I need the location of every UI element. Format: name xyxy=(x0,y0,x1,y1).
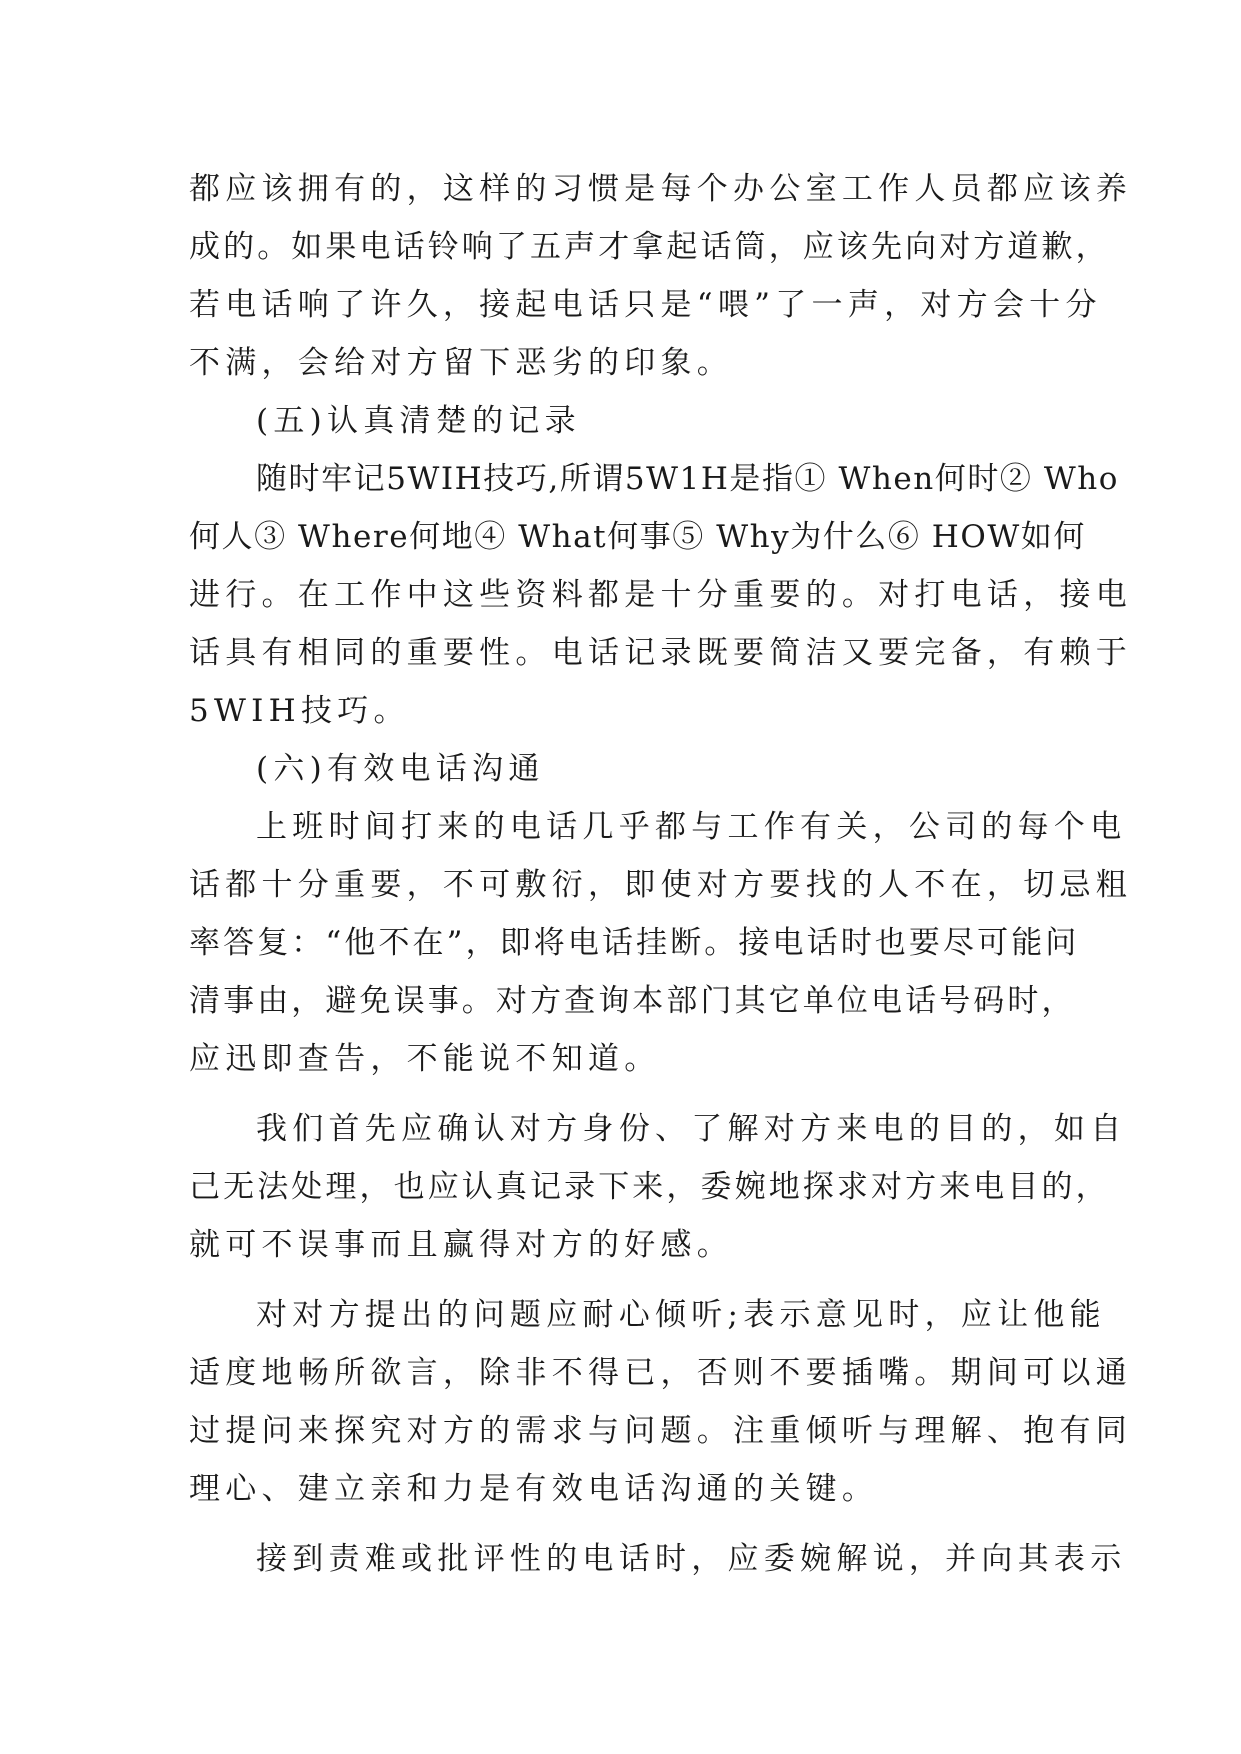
paragraph-line: 何人③ Where何地④ What何事⑤ Why为什么⑥ HOW如何 xyxy=(189,519,1086,555)
paragraph-line: 适度地畅所欲言，除非不得已，否则不要插嘴。期间可以通 xyxy=(189,1355,1133,1391)
section-heading: (五)认真清楚的记录 xyxy=(256,403,581,439)
paragraph-line: 应迅即查告，不能说不知道。 xyxy=(189,1041,661,1077)
paragraph-line: 过提问来探究对方的需求与问题。注重倾听与理解、抱有同 xyxy=(189,1413,1133,1449)
paragraph-line: 随时牢记5WIH技巧,所谓5W1H是指① When何时② Who xyxy=(256,461,1119,497)
paragraph-line: 5WIH技巧。 xyxy=(189,693,410,729)
paragraph-line: 成的。如果电话铃响了五声才拿起话筒，应该先向对方道歉， xyxy=(189,229,1110,265)
paragraph-line: 清事由，避免误事。对方查询本部门其它单位电话号码时， xyxy=(189,983,1076,1019)
section-heading: (六)有效电话沟通 xyxy=(256,751,545,787)
paragraph-line: 接到责难或批评性的电话时，应委婉解说，并向其表示 xyxy=(256,1541,1127,1577)
paragraph-line: 话都十分重要，不可敷衍，即使对方要找的人不在，切忌粗 xyxy=(189,867,1133,903)
paragraph-line: 都应该拥有的，这样的习惯是每个办公室工作人员都应该养 xyxy=(189,171,1133,207)
paragraph-line: 上班时间打来的电话几乎都与工作有关，公司的每个电 xyxy=(256,809,1127,845)
paragraph-line: 率答复：“他不在”，即将电话挂断。接电话时也要尽可能问 xyxy=(189,925,1080,961)
paragraph-line: 若电话响了许久，接起电话只是“喂”了一声，对方会十分 xyxy=(189,287,1102,323)
paragraph-line: 对对方提出的问题应耐心倾听;表示意见时，应让他能 xyxy=(256,1297,1106,1333)
paragraph-line: 就可不误事而且赢得对方的好感。 xyxy=(189,1227,734,1263)
paragraph-line: 我们首先应确认对方身份、了解对方来电的目的，如自 xyxy=(256,1111,1127,1147)
paragraph-line: 进行。在工作中这些资料都是十分重要的。对打电话，接电 xyxy=(189,577,1133,613)
paragraph-line: 话具有相同的重要性。电话记录既要简洁又要完备，有赖于 xyxy=(189,635,1133,671)
paragraph-line: 不满，会给对方留下恶劣的印象。 xyxy=(189,345,734,381)
paragraph-line: 理心、建立亲和力是有效电话沟通的关键。 xyxy=(189,1471,879,1507)
paragraph-line: 己无法处理，也应认真记录下来，委婉地探求对方来电目的， xyxy=(189,1169,1110,1205)
